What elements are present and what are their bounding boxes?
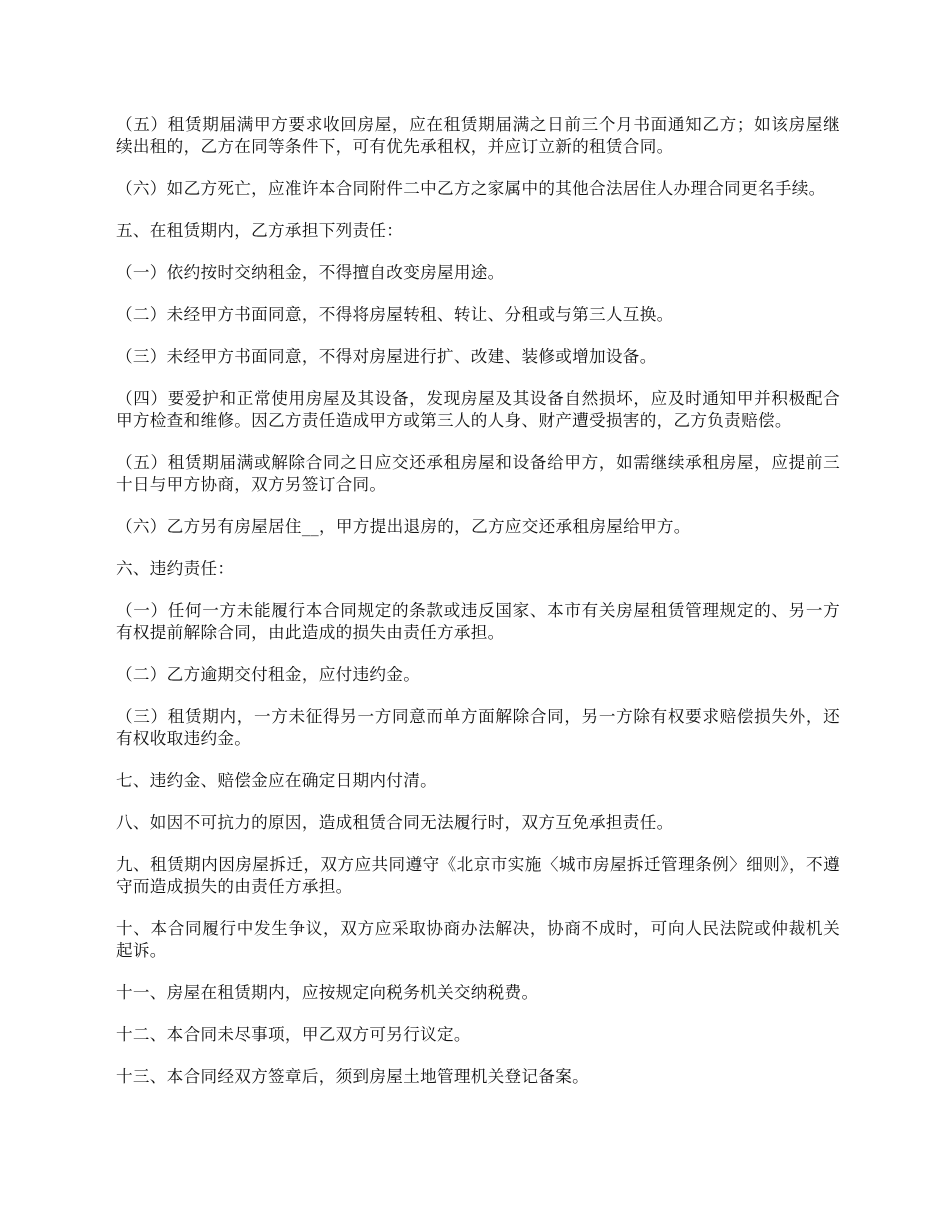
- clause-tenant-1-pay-rent: （一）依约按时交纳租金，不得擅自改变房屋用途。: [116, 263, 505, 282]
- section-13: 十三、本合同经双方签章后，须到房屋土地管理机关登记备案。: [116, 1067, 590, 1086]
- clause-breach-2: （二）乙方逾期交付租金，应付违约金。: [116, 665, 421, 684]
- clause-tenant-2-no-sublet: （二）未经甲方书面同意，不得将房屋转租、转让、分租或与第三人互换。: [116, 305, 674, 324]
- clause-tenant-4-maintenance: （四）要爱护和正常使用房屋及其设备，发现房屋及其设备自然损坏，应及时通知甲并积极配合甲方检查和维修。因乙方责任造成甲方或第三人的人身、财产遭受损害的，乙方负责赔偿。: [116, 389, 840, 430]
- clause-breach-1: （一）任何一方未能履行本合同规定的条款或违反国家、本市有关房屋租赁管理规定的、另一方有权提前解除合同，由此造成的损失由责任方承担。: [116, 601, 840, 642]
- section-10: 十、本合同履行中发生争议，双方应采取协商办法解决，协商不成时，可向人民法院或仲裁机关起诉。: [116, 919, 840, 960]
- section-6-heading: 六、违约责任：: [116, 559, 235, 578]
- clause-tenant-5-return-premises: （五）租赁期届满或解除合同之日应交还承租房屋和设备给甲方，如需继续承租房屋，应提前三十日与甲方协商，双方另签订合同。: [116, 453, 840, 494]
- clause-5-6-tenant-death: （六）如乙方死亡，应准许本合同附件二中乙方之家属中的其他合法居住人办理合同更名手续。: [116, 179, 826, 198]
- section-5-heading: 五、在租赁期内，乙方承担下列责任：: [116, 221, 404, 240]
- section-11: 十一、房屋在租赁期内，应按规定向税务机关交纳税费。: [116, 983, 539, 1002]
- section-12: 十二、本合同未尽事项，甲乙双方可另行议定。: [116, 1025, 471, 1044]
- clause-tenant-3-no-renovation: （三）未经甲方书面同意，不得对房屋进行扩、改建、装修或增加设备。: [116, 347, 657, 366]
- section-8: 八、如因不可抗力的原因，造成租赁合同无法履行时，双方互免承担责任。: [116, 813, 674, 832]
- clause-5-5-lease-expiry-notice: （五）租赁期届满甲方要求收回房屋，应在租赁期届满之日前三个月书面通知乙方；如该房屋继续出租的，乙方在同等条件下，可有优先承租权，并应订立新的租赁合同。: [116, 115, 840, 156]
- section-9: 九、租赁期内因房屋拆迁，双方应共同遵守《北京市实施〈城市房屋拆迁管理条例〉细则》，不遵守而造成损失的由责任方承担。: [116, 855, 840, 896]
- clause-breach-3: （三）租赁期内，一方未征得另一方同意而单方面解除合同，另一方除有权要求赔偿损失外，还有权收取违约金。: [116, 707, 840, 748]
- clause-tenant-6-other-residence: （六）乙方另有房屋居住__，甲方提出退房的，乙方应交还承租房屋给甲方。: [116, 517, 691, 536]
- section-7: 七、违约金、赔偿金应在确定日期内付清。: [116, 771, 437, 790]
